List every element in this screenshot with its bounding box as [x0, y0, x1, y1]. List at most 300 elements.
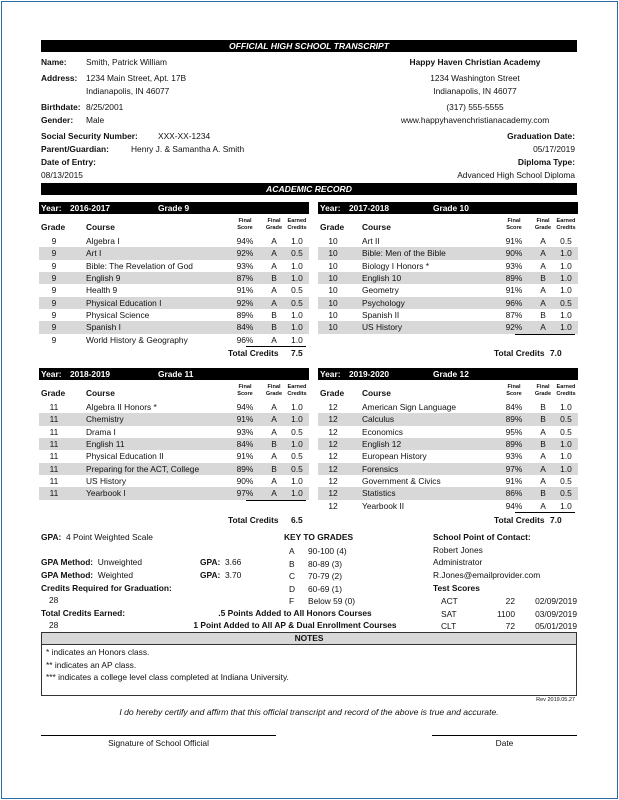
- col-grade-header: Grade: [41, 222, 66, 232]
- school-phone: (317) 555-5555: [446, 102, 504, 112]
- course-final-score: 91%: [505, 285, 523, 296]
- course-final-score: 97%: [505, 463, 523, 474]
- course-name: Bible: The Revelation of God: [86, 260, 193, 271]
- course-grade-level: 10: [328, 236, 338, 246]
- credits-earned-label: Total Credits Earned:: [41, 608, 126, 618]
- course-name: English 12: [362, 439, 402, 450]
- course-earned-credits: 1.0: [560, 260, 572, 271]
- test-score: 22: [505, 596, 515, 606]
- graduation-date-label: Graduation Date:: [507, 131, 575, 141]
- course-final-grade: A: [271, 451, 277, 462]
- course-final-grade: B: [540, 310, 546, 321]
- contact-title: School Point of Contact:: [433, 532, 531, 542]
- course-earned-credits: 1.0: [291, 476, 303, 487]
- course-final-grade: A: [271, 334, 277, 345]
- course-earned-credits: 1.0: [291, 488, 303, 499]
- course-final-grade: B: [540, 273, 546, 284]
- grade-key-letter: C: [289, 571, 296, 581]
- student-ssn: XXX-XX-1234: [158, 131, 211, 141]
- gpa-scale: 4 Point Weighted Scale: [65, 532, 153, 542]
- note-item: *** indicates a college level class completed at Indiana University.: [46, 672, 289, 682]
- course-name: American Sign Language: [362, 402, 457, 412]
- course-row: [39, 247, 309, 259]
- col-course-header: Course: [362, 388, 391, 398]
- course-row: [318, 235, 578, 247]
- course-name: English 11: [86, 439, 125, 450]
- course-grade-level: 10: [328, 273, 338, 284]
- course-grade-level: 10: [328, 297, 338, 308]
- total-credits-rule: [515, 334, 575, 335]
- note-item: ** indicates an AP class.: [46, 659, 137, 670]
- course-grade-level: 10: [328, 285, 338, 296]
- gpa-unweighted-row: [200, 557, 241, 567]
- course-final-grade: B: [540, 488, 546, 499]
- key-to-grades-title: KEY TO GRADES: [284, 532, 354, 542]
- signature-line: [41, 735, 276, 736]
- student-address-line1: 1234 Main Street, Apt. 17B: [86, 73, 187, 83]
- course-earned-credits: 0.5: [560, 297, 572, 308]
- grade-key-range: 70-79 (2): [308, 571, 342, 581]
- gpa-method-weighted: Weighted: [97, 570, 133, 580]
- course-grade-level: 12: [328, 426, 338, 437]
- total-credits-label: Total Credits: [228, 348, 279, 358]
- course-final-score: 97%: [236, 488, 254, 499]
- col-final-score-header-line2: Score: [506, 225, 522, 231]
- total-credits-rule: [246, 500, 306, 501]
- course-name: Drama I: [86, 426, 116, 437]
- course-final-grade: A: [540, 322, 546, 333]
- course-final-grade: A: [540, 236, 546, 246]
- year-value: 2019-2020: [349, 369, 390, 379]
- course-name: Chemistry: [86, 414, 124, 425]
- course-row: [39, 309, 309, 321]
- course-name: Physical Science: [86, 310, 150, 321]
- col-earned-credits-header-line1: Earned: [287, 218, 307, 224]
- course-final-grade: A: [540, 476, 546, 487]
- address-label: Address:: [41, 73, 78, 83]
- course-grade-level: 12: [328, 451, 338, 462]
- col-earned-credits-header-line1: Earned: [287, 384, 307, 390]
- col-final-score-header-line1: Final: [238, 384, 252, 390]
- notes-box: [41, 632, 577, 696]
- date-line: [432, 735, 577, 736]
- honors-points-note: .5 Points Added to All Honors Courses: [218, 608, 372, 618]
- year-label: Year:: [41, 203, 62, 213]
- course-earned-credits: 1.0: [560, 322, 572, 333]
- test-name: ACT: [441, 596, 458, 606]
- course-grade-level: 11: [49, 488, 59, 499]
- course-row: [39, 413, 309, 425]
- course-earned-credits: 1.0: [291, 236, 303, 246]
- total-credits-label: Total Credits: [494, 348, 545, 358]
- col-grade-header: Grade: [320, 222, 345, 232]
- course-grade-level: 12: [328, 500, 338, 511]
- gpa-value-label: GPA:: [200, 570, 221, 580]
- course-grade-level: 9: [51, 248, 57, 259]
- course-row: [318, 413, 578, 425]
- course-final-score: 92%: [505, 322, 523, 333]
- course-grade-level: 12: [328, 402, 338, 412]
- course-grade-level: 11: [49, 463, 59, 474]
- course-final-grade: B: [540, 414, 546, 425]
- course-row: [318, 475, 578, 487]
- course-final-grade: B: [271, 322, 277, 333]
- course-final-grade: A: [271, 402, 277, 412]
- course-earned-credits: 0.5: [291, 463, 303, 474]
- course-grade-level: 9: [51, 334, 57, 345]
- course-earned-credits: 0.5: [291, 285, 303, 296]
- course-row: [39, 487, 309, 499]
- course-final-grade: A: [271, 426, 277, 437]
- course-row: [39, 284, 309, 296]
- col-final-score-header: [232, 384, 258, 398]
- course-row: [39, 272, 309, 284]
- test-date: 02/09/2019: [535, 596, 577, 606]
- course-earned-credits: 1.0: [291, 322, 303, 333]
- course-earned-credits: 1.0: [291, 334, 303, 345]
- col-earned-credits-header-line1: Earned: [556, 384, 576, 390]
- gender-label: Gender:: [41, 115, 74, 125]
- course-name: Art I: [86, 248, 102, 259]
- course-final-grade: A: [540, 463, 546, 474]
- course-final-score: 91%: [505, 236, 523, 246]
- course-final-score: 89%: [236, 310, 254, 321]
- course-earned-credits: 1.0: [291, 439, 303, 450]
- grade-key-range: Below 59 (0): [308, 596, 356, 606]
- course-row: [39, 334, 309, 346]
- course-earned-credits: 0.5: [291, 297, 303, 308]
- course-earned-credits: 1.0: [560, 463, 572, 474]
- course-final-grade: A: [271, 248, 277, 259]
- grade-key-range: 60-69 (1): [308, 583, 342, 594]
- course-grade-level: 12: [328, 463, 338, 474]
- year-block-2019-2020: [318, 368, 578, 528]
- grade-key-row: [289, 570, 419, 582]
- total-credits-value: 6.5: [291, 515, 303, 525]
- date-label: Date: [495, 738, 514, 748]
- year-label: Year:: [320, 203, 341, 213]
- credits-required-value: 28: [49, 595, 59, 605]
- course-final-score: 89%: [505, 414, 523, 425]
- col-earned-credits-header-line2: Credits: [556, 391, 576, 397]
- ssn-label: Social Security Number:: [41, 131, 138, 141]
- col-final-grade-header-line1: Final: [267, 218, 281, 224]
- course-final-grade: A: [540, 260, 546, 271]
- school-address-line2: Indianapolis, IN 46077: [433, 86, 517, 96]
- course-final-grade: B: [540, 402, 546, 412]
- student-name: Smith, Patrick William: [86, 57, 167, 67]
- signature-label: Signature of School Official: [108, 738, 209, 748]
- col-final-score-header-line2: Score: [237, 391, 253, 397]
- course-earned-credits: 1.0: [560, 439, 572, 450]
- credits-required-label: Credits Required for Graduation:: [41, 583, 172, 593]
- test-score: 1100: [496, 608, 515, 619]
- grade-key-range: 90-100 (4): [308, 546, 347, 556]
- course-final-score: 93%: [236, 426, 254, 437]
- grade-key-letter: D: [289, 583, 296, 594]
- col-earned-credits-header-line2: Credits: [287, 391, 307, 397]
- total-credits-value: 7.5: [291, 348, 303, 358]
- course-name: US History: [86, 476, 127, 487]
- year-value: 2016-2017: [70, 203, 111, 213]
- course-final-score: 90%: [236, 476, 254, 487]
- notes-title: NOTES: [42, 633, 576, 645]
- course-final-score: 91%: [236, 451, 254, 462]
- col-final-grade-header-line1: Final: [536, 384, 550, 390]
- course-earned-credits: 1.0: [560, 500, 572, 511]
- course-row: [318, 260, 578, 272]
- course-row: [318, 401, 578, 413]
- year-header: [39, 202, 309, 214]
- course-earned-credits: 1.0: [291, 402, 303, 412]
- year-header: [318, 202, 578, 214]
- gpa-label: GPA:: [41, 532, 62, 542]
- course-final-score: 93%: [505, 260, 523, 271]
- grade-level: Grade 12: [433, 369, 469, 379]
- col-course-header: Course: [86, 388, 115, 398]
- contact-role: Administrator: [433, 557, 483, 567]
- student-entry-date: 08/13/2015: [41, 170, 83, 180]
- note-item: * indicates an Honors class.: [46, 647, 150, 657]
- course-grade-level: 9: [51, 297, 57, 308]
- course-row: [318, 487, 578, 499]
- test-score: 72: [505, 621, 515, 631]
- course-final-grade: A: [540, 451, 546, 462]
- year-label: Year:: [41, 369, 62, 379]
- credits-earned-value: 28: [49, 620, 59, 630]
- course-name: Preparing for the ACT, College: [86, 463, 200, 474]
- contact-email[interactable]: [433, 570, 540, 580]
- course-earned-credits: 1.0: [560, 310, 572, 321]
- course-row: [318, 297, 578, 309]
- grade-key-range: 80-89 (3): [308, 558, 342, 569]
- gpa-method-weighted-row: [41, 570, 133, 580]
- course-final-grade: A: [271, 414, 277, 425]
- course-final-score: 95%: [505, 426, 523, 437]
- col-earned-credits-header-line2: Credits: [556, 225, 576, 231]
- total-credits-rule: [515, 512, 575, 513]
- course-row: [39, 260, 309, 272]
- grade-key-row: [289, 545, 419, 557]
- test-name: CLT: [441, 621, 457, 631]
- academic-record-title: ACADEMIC RECORD: [41, 183, 577, 195]
- course-name: Forensics: [362, 463, 399, 474]
- course-name: Geometry: [362, 285, 399, 296]
- course-earned-credits: 1.0: [560, 248, 572, 259]
- certification-statement: I do hereby certify and affirm that this official transcript and record of the above is true and accurate.: [119, 707, 499, 717]
- course-grade-level: 10: [328, 260, 338, 271]
- course-final-grade: A: [271, 488, 277, 499]
- parent-label: Parent/Guardian:: [41, 144, 109, 154]
- course-name: Calculus: [362, 414, 395, 425]
- col-final-grade-header-line2: Grade: [265, 391, 283, 397]
- school-name: Happy Haven Christian Academy: [409, 57, 541, 67]
- course-grade-level: 12: [328, 476, 338, 487]
- year-block-2018-2019: [39, 368, 309, 528]
- course-row: [318, 438, 578, 450]
- col-earned-credits-header: [553, 384, 579, 398]
- course-final-grade: B: [271, 439, 277, 450]
- course-final-score: 96%: [505, 297, 523, 308]
- course-grade-level: 9: [51, 322, 57, 333]
- course-row: [318, 463, 578, 475]
- test-score-row: [433, 595, 579, 607]
- course-final-score: 89%: [236, 463, 254, 474]
- course-row: [318, 284, 578, 296]
- course-row: [39, 321, 309, 333]
- entry-label: Date of Entry:: [41, 157, 96, 167]
- year-header: [318, 368, 578, 380]
- student-address-line2: Indianapolis, IN 46077: [86, 86, 170, 96]
- course-name: Physical Education I: [86, 297, 162, 308]
- course-final-grade: B: [271, 273, 277, 284]
- student-birthdate: 8/25/2001: [86, 102, 124, 112]
- course-grade-level: 12: [328, 414, 338, 425]
- course-name: Economics: [362, 426, 403, 437]
- course-name: Algebra II Honors *: [86, 402, 157, 412]
- course-earned-credits: 1.0: [291, 260, 303, 271]
- course-name: Physical Education II: [86, 451, 164, 462]
- transcript-title: OFFICIAL HIGH SCHOOL TRANSCRIPT: [41, 40, 577, 52]
- grade-key-row: [289, 583, 419, 595]
- course-name: US History: [362, 322, 403, 333]
- course-grade-level: 11: [49, 439, 59, 450]
- course-name: European History: [362, 451, 427, 462]
- course-earned-credits: 0.5: [560, 426, 572, 437]
- col-earned-credits-header-line2: Credits: [287, 225, 307, 231]
- course-name: World History & Geography: [86, 334, 188, 345]
- course-row: [318, 500, 578, 512]
- course-row: [39, 235, 309, 247]
- grade-key-letter: B: [289, 558, 295, 569]
- course-final-score: 92%: [236, 248, 254, 259]
- school-address-line1: 1234 Washington Street: [430, 73, 520, 83]
- col-earned-credits-header: [284, 384, 310, 398]
- course-final-grade: A: [540, 500, 546, 511]
- course-earned-credits: 1.0: [560, 451, 572, 462]
- course-final-score: 84%: [236, 439, 254, 450]
- course-grade-level: 12: [328, 439, 338, 450]
- course-final-grade: A: [540, 426, 546, 437]
- course-grade-level: 11: [49, 414, 59, 425]
- course-row: [318, 247, 578, 259]
- course-name: Algebra I: [86, 236, 120, 246]
- course-final-grade: A: [540, 248, 546, 259]
- course-grade-level: 9: [51, 285, 57, 296]
- gpa-scale-row: [41, 532, 153, 542]
- test-date: 03/09/2019: [535, 608, 577, 619]
- col-grade-header: Grade: [320, 388, 345, 398]
- total-credits-value: 7.0: [550, 515, 562, 525]
- col-final-grade-header-line2: Grade: [265, 225, 283, 231]
- grade-level: Grade 10: [433, 203, 469, 213]
- col-final-score-header-line1: Final: [238, 218, 252, 224]
- total-credits-label: Total Credits: [228, 515, 279, 525]
- col-final-grade-header-line1: Final: [536, 218, 550, 224]
- course-row: [39, 475, 309, 487]
- course-final-score: 86%: [505, 488, 523, 499]
- course-grade-level: 9: [51, 273, 57, 284]
- gpa-method-label: GPA Method:: [41, 557, 94, 567]
- gpa-method-unweighted: Unweighted: [97, 557, 142, 567]
- col-final-score-header-line2: Score: [506, 391, 522, 397]
- col-final-score-header: [232, 218, 258, 232]
- course-row: [39, 426, 309, 438]
- course-earned-credits: 0.5: [291, 426, 303, 437]
- course-grade-level: 10: [328, 322, 338, 333]
- course-final-score: 84%: [505, 402, 523, 412]
- name-label: Name:: [41, 57, 67, 67]
- course-final-score: 84%: [236, 322, 254, 333]
- course-grade-level: 10: [328, 248, 338, 259]
- grade-level: Grade 11: [158, 369, 194, 379]
- course-earned-credits: 1.0: [560, 402, 572, 412]
- course-final-score: 93%: [505, 451, 523, 462]
- col-final-score-header-line1: Final: [507, 218, 521, 224]
- total-credits-label: Total Credits: [494, 515, 545, 525]
- course-name: Spanish I: [86, 322, 121, 333]
- course-row: [318, 321, 578, 333]
- col-earned-credits-header: [553, 218, 579, 232]
- course-grade-level: 11: [49, 451, 59, 462]
- course-name: Psychology: [362, 297, 405, 308]
- year-value: 2017-2018: [349, 203, 390, 213]
- course-name: English 10: [362, 273, 402, 284]
- birthdate-label: Birthdate:: [41, 102, 81, 112]
- gpa-value-label: GPA:: [200, 557, 221, 567]
- course-row: [318, 450, 578, 462]
- year-header: [39, 368, 309, 380]
- col-final-score-header: [501, 218, 527, 232]
- course-name: Government & Civics: [362, 476, 441, 487]
- course-final-score: 94%: [505, 500, 523, 511]
- course-name: Statistics: [362, 488, 396, 499]
- col-final-grade-header-line2: Grade: [534, 391, 552, 397]
- year-block-2016-2017: [39, 202, 309, 362]
- course-final-score: 91%: [236, 285, 254, 296]
- course-row: [39, 450, 309, 462]
- course-row: [39, 297, 309, 309]
- course-final-score: 87%: [505, 310, 523, 321]
- total-credits-rule: [246, 346, 306, 347]
- test-score-row: [433, 608, 579, 620]
- student-gender: Male: [86, 115, 105, 125]
- col-final-grade-header-line2: Grade: [534, 225, 552, 231]
- col-final-score-header: [501, 384, 527, 398]
- course-final-score: 91%: [505, 476, 523, 487]
- course-final-score: 91%: [236, 414, 254, 425]
- course-name: Yearbook I: [86, 488, 126, 499]
- course-final-score: 94%: [236, 402, 254, 412]
- course-row: [39, 438, 309, 450]
- course-name: English 9: [86, 273, 121, 284]
- course-row: [318, 272, 578, 284]
- course-row: [39, 401, 309, 413]
- grade-key-letter: A: [289, 546, 295, 556]
- course-final-score: 93%: [236, 260, 254, 271]
- col-course-header: Course: [362, 222, 391, 232]
- course-name: Biology I Honors *: [362, 260, 430, 271]
- course-final-grade: A: [540, 297, 546, 308]
- revision-label: Rev 2019.05.27: [536, 697, 575, 703]
- grade-key-row: [289, 558, 419, 570]
- course-grade-level: 11: [49, 402, 59, 412]
- graduation-date: 05/17/2019: [533, 144, 575, 154]
- year-block-2017-2018: [318, 202, 578, 362]
- year-value: 2018-2019: [70, 369, 111, 379]
- course-name: Bible: Men of the Bible: [362, 248, 446, 259]
- col-final-grade-header-line1: Final: [267, 384, 281, 390]
